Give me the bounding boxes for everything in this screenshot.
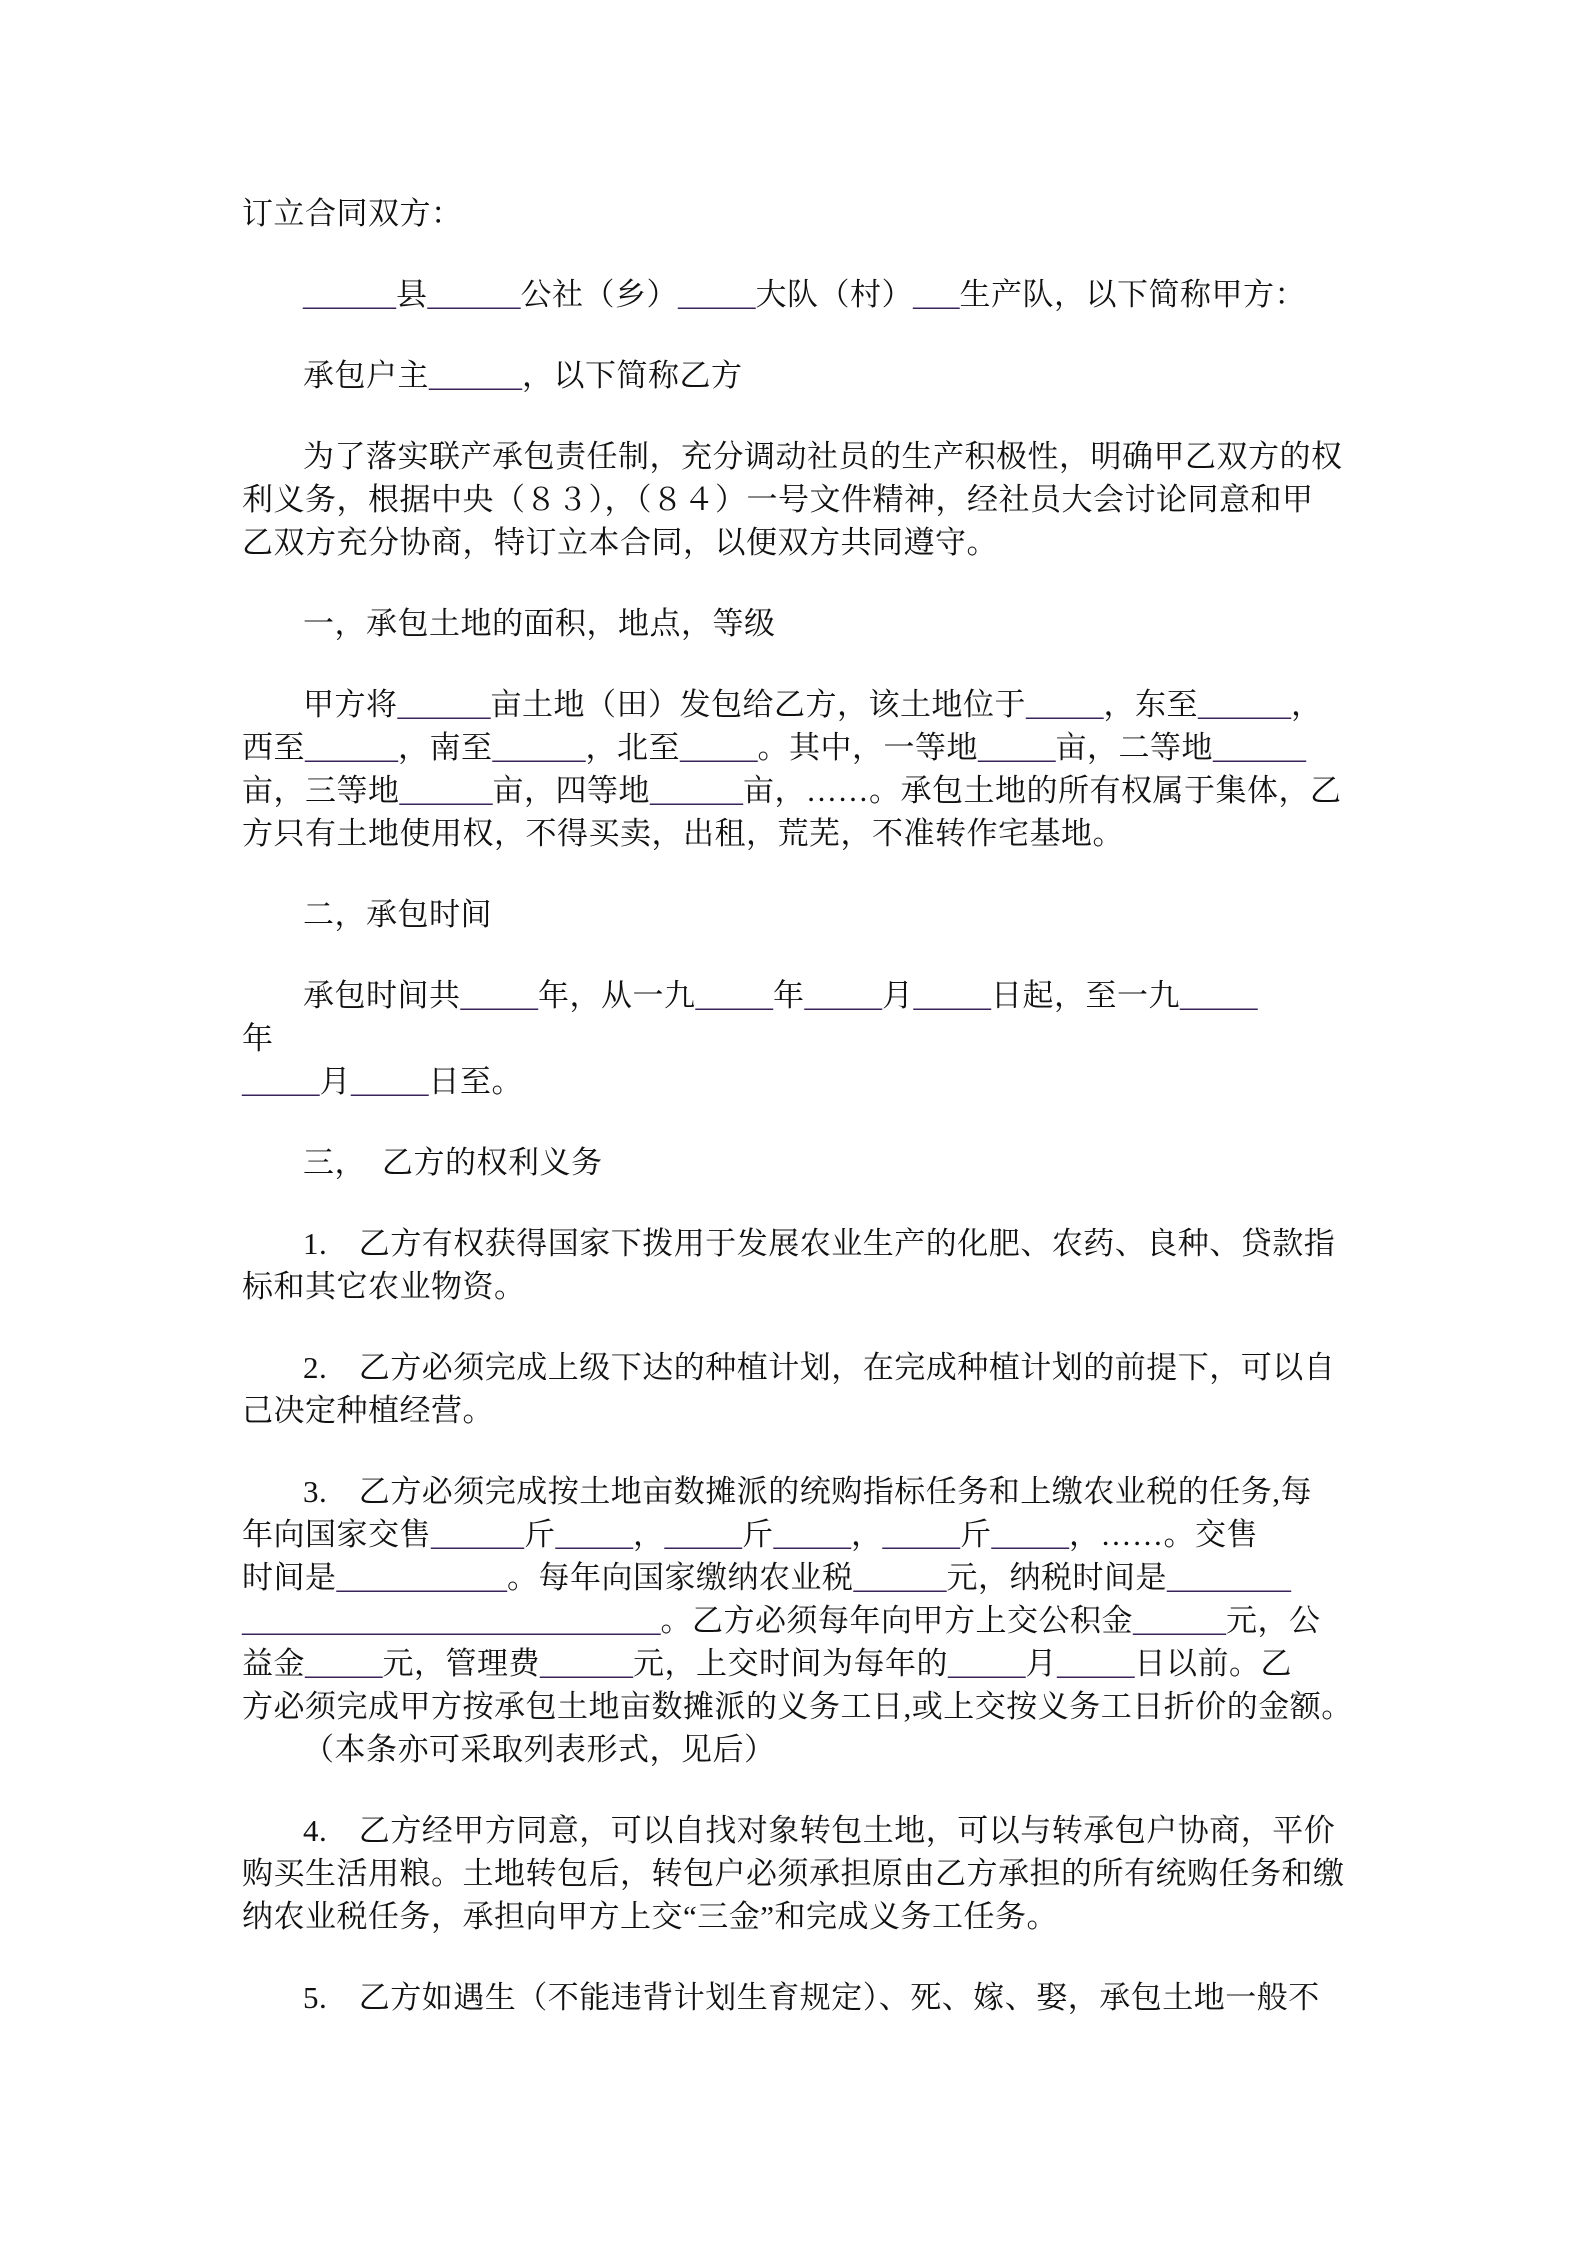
blank-fill-line: _____ bbox=[882, 1517, 960, 1552]
text-line: 西至______，南至______，北至_____。其中，一等地_____亩，二等地______ bbox=[242, 730, 1306, 765]
section-3-item-2 bbox=[242, 1346, 1352, 1432]
section-3-item-5 bbox=[242, 1976, 1352, 2019]
text-line: 亩，三等地______亩，四等地______亩，……。承包土地的所有权属于集体，乙 bbox=[242, 773, 1342, 808]
text-line: 5. 乙方如遇生（不能违背计划生育规定）、死、嫁、娶，承包土地一般不 bbox=[303, 1980, 1320, 2015]
blank-fill-line: ______ bbox=[1213, 730, 1306, 765]
blank-fill-line: ______ bbox=[540, 1646, 633, 1681]
text-line: 1. 乙方有权获得国家下拨用于发展农业生产的化肥、农药、良种、贷款指 bbox=[303, 1226, 1336, 1261]
blank-fill-line: _____ bbox=[1057, 1646, 1135, 1681]
blank-fill-line: _____ bbox=[664, 1517, 742, 1552]
text-line: 三， 乙方的权利义务 bbox=[303, 1145, 603, 1180]
blank-fill-line: _____ bbox=[978, 730, 1056, 765]
text-line: 购买生活用粮。土地转包后，转包户必须承担原由乙方承担的所有统购任务和缴 bbox=[242, 1856, 1345, 1891]
text-line: ______县______公社（乡）_____大队（村）___生产队，以下简称甲方： bbox=[303, 277, 1306, 312]
text-line: 时间是___________。每年向国家缴纳农业税______元，纳税时间是________ bbox=[242, 1560, 1291, 1595]
preamble-paragraph bbox=[242, 435, 1352, 564]
text-line: 3. 乙方必须完成按土地亩数摊派的统购指标任务和上缴农业税的任务,每 bbox=[303, 1474, 1312, 1509]
blank-fill-line: _____ bbox=[695, 978, 773, 1013]
blank-fill-line: _____ bbox=[305, 1646, 383, 1681]
blank-fill-line: _____ bbox=[460, 978, 538, 1013]
section-3-item-1 bbox=[242, 1222, 1352, 1308]
text-line: 为了落实联产承包责任制，充分调动社员的生产积极性，明确甲乙双方的权 bbox=[303, 439, 1343, 474]
text-line: ___________________________。乙方必须每年向甲方上交公积金______元，公 bbox=[242, 1603, 1321, 1638]
blank-fill-line: ___________________________ bbox=[242, 1603, 661, 1638]
text-line: （本条亦可采取列表形式，见后） bbox=[303, 1732, 776, 1767]
blank-fill-line: ________ bbox=[1167, 1560, 1291, 1595]
text-line: 承包户主______，以下简称乙方 bbox=[303, 358, 743, 393]
blank-fill-line: ___ bbox=[913, 277, 960, 312]
blank-fill-line: _____ bbox=[913, 978, 991, 1013]
party-a-line bbox=[242, 273, 1352, 316]
contract-document bbox=[242, 192, 1352, 2019]
text-line: 二，承包时间 bbox=[303, 897, 492, 932]
text-line: 订立合同双方： bbox=[242, 196, 463, 231]
blank-fill-line: ______ bbox=[650, 773, 743, 808]
blank-fill-line: ______ bbox=[431, 1517, 524, 1552]
blank-fill-line: _____ bbox=[804, 978, 882, 1013]
blank-fill-line: _____ bbox=[351, 1064, 429, 1099]
blank-fill-line: _____ bbox=[1180, 978, 1258, 1013]
blank-fill-line: ______ bbox=[303, 277, 396, 312]
blank-fill-line: ______ bbox=[399, 773, 493, 808]
text-line: 益金_____元，管理费______元，上交时间为每年的_____月_____日以前。乙 bbox=[242, 1646, 1292, 1681]
party-b-line bbox=[242, 354, 1352, 397]
blank-fill-line: _____ bbox=[555, 1517, 633, 1552]
blank-fill-line: ______ bbox=[853, 1560, 947, 1595]
opening-line bbox=[242, 192, 1352, 235]
section-3-item-4 bbox=[242, 1809, 1352, 1938]
blank-fill-line: ______ bbox=[427, 277, 521, 312]
text-line: 乙双方充分协商，特订立本合同，以便双方共同遵守。 bbox=[242, 525, 998, 560]
section-2-body bbox=[242, 974, 1352, 1103]
text-line: 年 bbox=[242, 1021, 274, 1056]
blank-fill-line: ______ bbox=[397, 687, 491, 722]
blank-fill-line: ______ bbox=[492, 730, 586, 765]
text-line: 甲方将______亩土地（田）发包给乙方，该土地位于_____，东至______， bbox=[303, 687, 1323, 722]
section-1-body bbox=[242, 683, 1352, 855]
blank-fill-line: ______ bbox=[429, 358, 522, 393]
text-line: 纳农业税任务，承担向甲方上交“三金”和完成义务工任务。 bbox=[242, 1899, 1059, 1934]
blank-fill-line: ______ bbox=[1133, 1603, 1226, 1638]
text-line: 方必须完成甲方按承包土地亩数摊派的义务工日,或上交按义务工日折价的金额。 bbox=[242, 1689, 1353, 1724]
text-line: 方只有土地使用权，不得买卖，出租，荒芜，不准转作宅基地。 bbox=[242, 816, 1124, 851]
section-3-item-3 bbox=[242, 1470, 1352, 1771]
blank-fill-line: _____ bbox=[1026, 687, 1104, 722]
text-line: 己决定种植经营。 bbox=[242, 1393, 494, 1428]
blank-fill-line: ___________ bbox=[336, 1560, 507, 1595]
blank-fill-line: _____ bbox=[948, 1646, 1026, 1681]
text-line: 一，承包土地的面积，地点，等级 bbox=[303, 606, 776, 641]
text-line: 年向国家交售______斤_____，_____斤_____，_____斤_____，……。交售 bbox=[242, 1517, 1258, 1552]
text-line: 承包时间共_____年，从一九_____年_____月_____日起，至一九_____ bbox=[303, 978, 1258, 1013]
text-line: 标和其它农业物资。 bbox=[242, 1269, 526, 1304]
blank-fill-line: _____ bbox=[680, 730, 758, 765]
text-line: 2. 乙方必须完成上级下达的种植计划，在完成种植计划的前提下，可以自 bbox=[303, 1350, 1336, 1385]
text-line: 4. 乙方经甲方同意，可以自找对象转包土地，可以与转承包户协商，平价 bbox=[303, 1813, 1336, 1848]
blank-fill-line: _____ bbox=[242, 1064, 320, 1099]
blank-fill-line: _____ bbox=[678, 277, 756, 312]
text-line: _____月_____日至。 bbox=[242, 1064, 523, 1099]
blank-fill-line: _____ bbox=[773, 1517, 851, 1552]
section-1-heading bbox=[242, 602, 1352, 645]
section-3-heading bbox=[242, 1141, 1352, 1184]
blank-fill-line: ______ bbox=[1198, 687, 1291, 722]
section-2-heading bbox=[242, 893, 1352, 936]
blank-fill-line: _____ bbox=[991, 1517, 1069, 1552]
blank-fill-line: ______ bbox=[305, 730, 398, 765]
text-line: 利义务，根据中央（８３），（８４）一号文件精神，经社员大会讨论同意和甲 bbox=[242, 482, 1314, 517]
